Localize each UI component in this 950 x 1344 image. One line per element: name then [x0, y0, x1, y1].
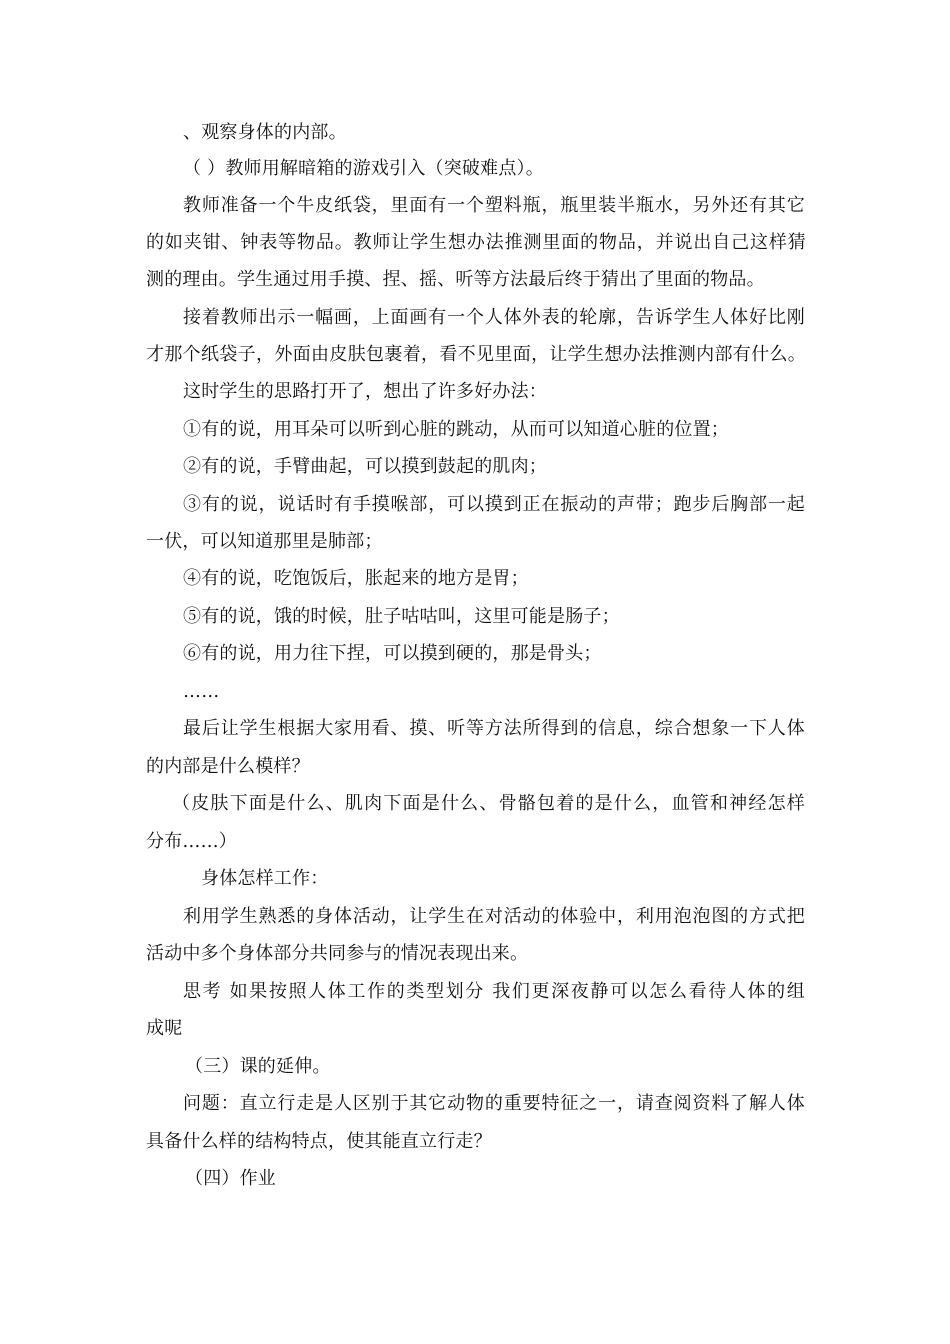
line-4: 的如夹钳、钟表等物品。教师让学生想办法推测里面的物品，并说出自己这样猜: [146, 232, 806, 253]
line-24: 思考 如果按照人体工作的类型划分 我们更深夜静可以怎么看待人体的组: [183, 981, 805, 1002]
line-21: 身体怎样工作：: [201, 868, 329, 889]
line-3: 教师准备一个牛皮纸袋，里面有一个塑料瓶，瓶里装半瓶水，另外还有其它: [183, 195, 805, 216]
line-12: 一伏，可以知道那里是肺部；: [146, 531, 383, 552]
line-15: ⑥有的说，用力往下捏，可以摸到硬的，那是骨头；: [183, 643, 602, 664]
line-2: （ ）教师用解暗箱的游戏引入（突破难点）。: [183, 158, 544, 179]
line-13: ④有的说，吃饱饭后，胀起来的地方是胃；: [183, 568, 529, 589]
line-22: 利用学生熟悉的身体活动，让学生在对活动的体验中，利用泡泡图的方式把: [183, 906, 805, 927]
line-8: 这时学生的思路打开了，想出了许多好办法：: [183, 381, 547, 402]
line-11: ③有的说，说话时有手摸喉部，可以摸到正在振动的声带；跑步后胸部一起: [183, 494, 805, 515]
line-28: 具备什么样的结构特点，使其能直立行走？: [146, 1131, 492, 1152]
line-18: 的内部是什么模样？: [146, 756, 310, 777]
line-27: 问题：直立行走是人区别于其它动物的重要特征之一，请查阅资料了解人体: [183, 1093, 805, 1114]
line-7: 才那个纸袋子，外面由皮肤包裹着，看不见里面，让学生想办法推测内部有什么。: [146, 344, 806, 365]
line-1: 、观察身体的内部。: [183, 122, 347, 143]
line-5: 测的理由。学生通过用手摸、捏、摇、听等方法最后终于猜出了里面的物品。: [146, 269, 765, 290]
line-6: 接着教师出示一幅画，上面画有一个人体外表的轮廓，告诉学生人体好比刚: [183, 307, 805, 328]
line-16: ……: [183, 681, 220, 702]
line-20: 分布……）: [146, 831, 237, 852]
line-14: ⑤有的说，饿的时候，肚子咕咕叫，这里可能是肠子；: [183, 606, 620, 627]
line-29: （四）作业: [185, 1168, 276, 1189]
line-25: 成呢: [146, 1018, 183, 1039]
line-9: ①有的说，用耳朵可以听到心脏的跳动，从而可以知道心脏的位置；: [183, 419, 729, 440]
line-10: ②有的说，手臂曲起，可以摸到鼓起的肌肉；: [183, 456, 547, 477]
line-17: 最后让学生根据大家用看、摸、听等方法所得到的信息，综合想象一下人体: [183, 718, 805, 739]
line-26: （三）课的延伸。: [185, 1056, 331, 1077]
line-19: （皮肤下面是什么、肌肉下面是什么、骨骼包着的是什么，血管和神经怎样: [172, 793, 805, 814]
line-23: 活动中多个身体部分共同参与的情况表现出来。: [146, 943, 529, 964]
